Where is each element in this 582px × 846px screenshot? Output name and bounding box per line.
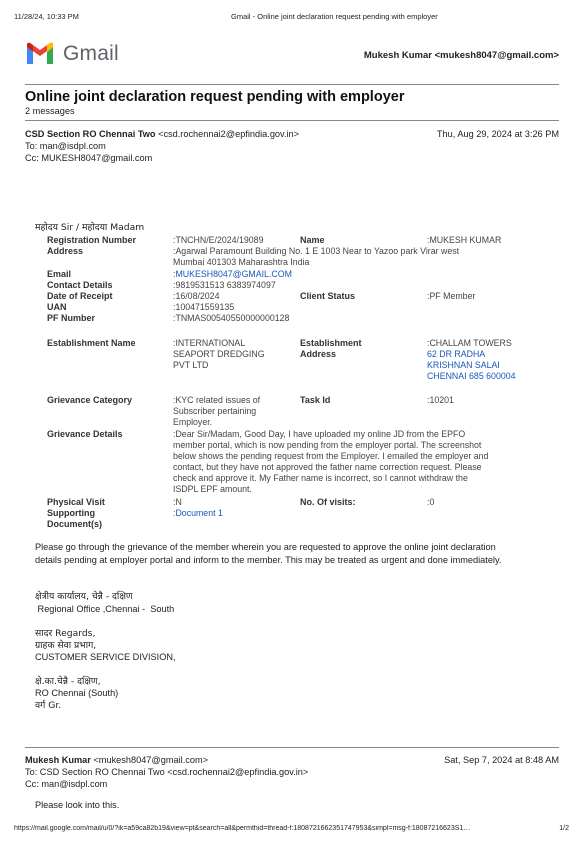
est-address-label: Establishment: [300, 338, 362, 348]
task-label: Task Id: [300, 395, 331, 405]
gdet-line2: member portal, which is now pending from the employer portal. The screenshot: [173, 440, 482, 450]
message2-cc: Cc: man@isdpl.com: [25, 779, 108, 789]
sender-name: Mukesh Kumar: [25, 755, 91, 765]
contact-label: Contact Details: [47, 280, 113, 290]
signature-ro-hindi: क्षे.का.चेन्नै - दक्षिण,: [35, 676, 101, 687]
divider: [25, 84, 559, 85]
message2-to: To: CSD Section RO Chennai Two <csd.rochennai2@epfindia.gov.in>: [25, 767, 309, 777]
print-url: https://mail.google.com/mail/u/0/?ik=a59ca82b19&view=pt&search=all&permthid=thread-f:1808721662351747953&simpl=msg-f:18087216623S1…: [14, 825, 471, 832]
receipt-label: Date of Receipt: [47, 291, 113, 301]
est-name-line3: PVT LTD: [173, 360, 209, 370]
est-address-line4[interactable]: CHENNAI 685 600004: [427, 371, 516, 381]
message2-sender: [25, 755, 208, 767]
uan-label: UAN: [47, 302, 67, 312]
message1-to: To: man@isdpl.com: [25, 141, 106, 151]
signature-division-hindi: ग्राहक सेवा प्रभाग,: [35, 640, 97, 651]
divider: [25, 747, 559, 748]
document-link[interactable]: :Document 1: [173, 508, 223, 518]
gmail-logo-text: Gmail: [63, 42, 119, 65]
docs-label: Supporting: [47, 508, 95, 518]
receipt-value: :16/08/2024: [173, 291, 220, 301]
message-count: 2 messages: [25, 106, 75, 116]
est-address-label-2: Address: [300, 349, 337, 359]
est-name-line1: :INTERNATIONAL: [173, 338, 246, 348]
visit-value: :N: [173, 497, 182, 507]
message1-cc: Cc: MUKESH8047@gmail.com: [25, 153, 153, 163]
instruction-line1: Please go through the grievance of the member wherein you are requested to approve the online joint declaration: [35, 542, 496, 552]
address-line1: :Agarwal Paramount Building No. 1 E 1003 Near to Yazoo park Virar west: [173, 246, 460, 256]
pf-value: :TNMAS00540550000000128: [173, 313, 290, 323]
reg-value: :TNCHN/E/2024/19089: [173, 235, 264, 245]
gcat-line2: Subscriber pertaining: [173, 406, 257, 416]
gcat-label: Grievance Category: [47, 395, 133, 405]
print-datetime: 11/28/24, 10:33 PM: [14, 12, 79, 21]
status-label: Client Status: [300, 291, 356, 301]
gcat-line1: :KYC related issues of: [173, 395, 261, 405]
gdet-line3: below shows the pending request from the Employer. I emailed the employer and: [173, 451, 489, 461]
visit-label: Physical Visit: [47, 497, 105, 507]
est-name-label: Establishment Name: [47, 338, 136, 348]
visits-label: No. Of visits:: [300, 497, 356, 507]
task-value: :10201: [427, 395, 454, 405]
address-line2: Mumbai 401303 Maharashtra India: [173, 257, 310, 267]
message2-body: Please look into this.: [35, 800, 120, 810]
signature-regards: सादर Regards,: [35, 628, 96, 639]
instruction-line2: details pending at employer portal and inform to the member. This may be treated as urgent and done immediately.: [35, 555, 502, 565]
signature-group: वर्ग Gr.: [35, 700, 62, 711]
name-label: Name: [300, 235, 325, 245]
sender-email[interactable]: <csd.rochennai2@epfindia.gov.in>: [158, 129, 300, 139]
contact-value: :9819531513 6383974097: [173, 280, 276, 290]
sender-name: CSD Section RO Chennai Two: [25, 129, 156, 139]
signature-office: Regional Office ,Chennai - South: [35, 604, 175, 614]
signature-ro: RO Chennai (South): [35, 688, 119, 698]
signature-office-hindi: क्षेत्रीय कार्यालय, चेन्नै - दक्षिण: [35, 591, 133, 602]
name-value: :MUKESH KUMAR: [427, 235, 502, 245]
reg-label: Registration Number: [47, 235, 137, 245]
est-name-line2: SEAPORT DREDGING: [173, 349, 265, 359]
pf-label: PF Number: [47, 313, 96, 323]
account-name: Mukesh Kumar <mukesh8047@gmail.com>: [363, 50, 559, 61]
est-address-line3[interactable]: KRISHNAN SALAI: [427, 360, 500, 370]
email-link[interactable]: :MUKESH8047@GMAIL.COM: [173, 269, 292, 279]
visits-value: :0: [427, 497, 435, 507]
gdet-line1: :Dear Sir/Madam, Good Day, I have uploaded my online JD from the EPFO: [173, 429, 466, 439]
gdet-line6: ISDPL EPF amount.: [173, 484, 252, 494]
page-number: 1/2: [559, 825, 569, 832]
gcat-line3: Employer.: [173, 417, 213, 427]
email-label: Email: [47, 269, 72, 279]
est-address-line2[interactable]: 62 DR RADHA: [427, 349, 486, 359]
address-label: Address: [47, 246, 84, 256]
message2-date: Sat, Sep 7, 2024 at 8:48 AM: [444, 755, 559, 765]
thread-subject: Online joint declaration request pending with employer: [25, 89, 405, 105]
greeting: महोदय Sir / महोदया Madam: [35, 222, 145, 233]
gdet-line4: contact, but they have not approved the father name correction request. Please: [173, 462, 482, 472]
status-value: :PF Member: [427, 291, 476, 301]
gdet-line5: check and approve it. My Father name is incorrect, so I cannot withdraw the: [173, 473, 468, 483]
gdet-label: Grievance Details: [47, 429, 123, 439]
divider: [25, 120, 559, 121]
gmail-logo-icon: [25, 42, 55, 66]
message1-date: Thu, Aug 29, 2024 at 3:26 PM: [436, 129, 559, 139]
docs-label-2: Document(s): [47, 519, 103, 529]
sender-email[interactable]: <mukesh8047@gmail.com>: [93, 755, 208, 765]
uan-value: :100471559135: [173, 302, 235, 312]
print-title: Gmail - Online joint declaration request pending with employer: [231, 12, 438, 21]
message1-sender: [25, 129, 299, 141]
signature-division: CUSTOMER SERVICE DIVISION,: [35, 652, 176, 662]
est-address-line1: :CHALLAM TOWERS: [427, 338, 512, 348]
